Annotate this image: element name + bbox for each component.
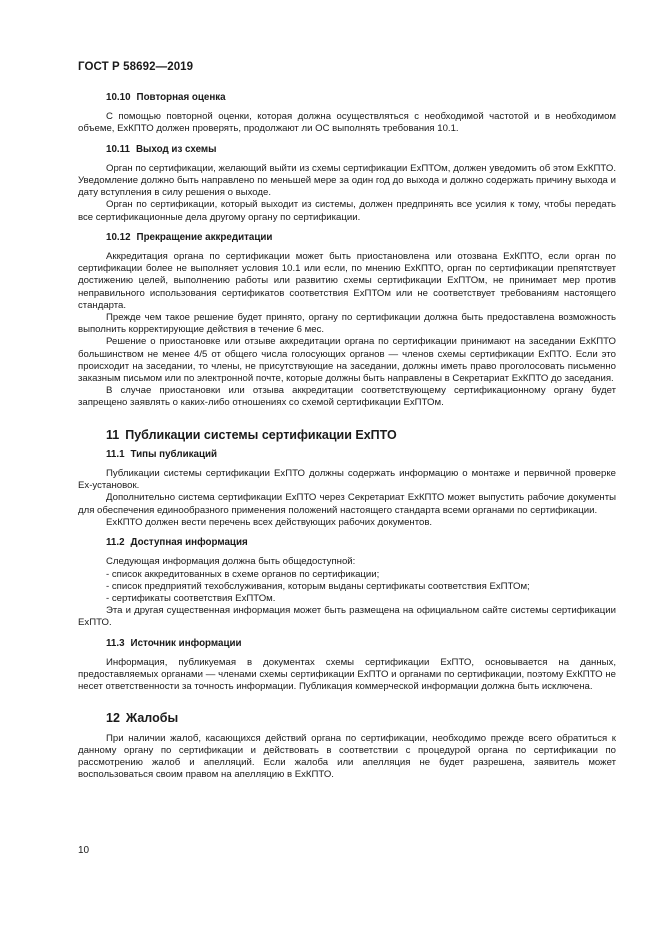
paragraph: В случае приостановки или отзыва аккредитации соответствующему сертификационному органу будет запрещено заявлять о каких-либо отношениях со схемой сертификации ЕхПТОм. bbox=[78, 385, 616, 409]
paragraph: При наличии жалоб, касающихся действий органа по сертификации, необходимо прежде всего обратиться к данному органу по сертификации и действовать в соответствии с процедурой органа по сертификации по рассмотрению жалоб и апелляций. Если жалоба или апелляция не будет разрешена, заявитель может воспользоваться своим правом на апелляцию в ЕхКПТО. bbox=[78, 732, 616, 781]
paragraph: Дополнительно система сертификации ЕхПТО через Секретариат ЕхКПТО может выпустить рабочие документы для обеспечения единообразного применения положений настоящего стандарта всеми органами по сертификации. bbox=[78, 492, 616, 516]
subsection-title: Типы публикаций bbox=[130, 448, 218, 460]
paragraph: Орган по сертификации, который выходит из системы, должен предпринять все усилия к тому, чтобы передать все сертификационные дела другому органу по сертификации. bbox=[78, 199, 616, 223]
list-item: - список аккредитованных в схеме органов по сертификации; bbox=[106, 568, 380, 580]
section-number: 12 bbox=[106, 711, 120, 726]
subsection-11-3-heading bbox=[78, 638, 616, 650]
document-body bbox=[78, 92, 616, 781]
page-number: 10 bbox=[78, 845, 90, 856]
paragraph: Орган по сертификации, желающий выйти из схемы сертификации ЕхПТОм, должен уведомить об этом ЕхКПТО. Уведомление должно быть направлено по меньшей мере за один год до выхода и должно содержать причину выхода и дату вступления в силу решения о выходе. bbox=[78, 162, 616, 199]
paragraph: ЕхКПТО должен вести перечень всех действующих рабочих документов. bbox=[106, 516, 433, 528]
paragraph: Информация, публикуемая в документах схемы сертификации ЕхПТО, основывается на данных, предоставляемых органами — членами схемы сертификации ЕхПТО и органами по сертификации, поэтому ЕхКПТО не несет ответственности за точность информации. Публикация коммерческой информации должна быть исключена. bbox=[78, 656, 616, 693]
subsection-10-11-heading bbox=[78, 144, 616, 156]
paragraph: Аккредитация органа по сертификации может быть приостановлена или отозвана ЕхКПТО, если орган по сертификации более не выполняет условия 10.1 или если, по мнению ЕхКПТО, орган по сертификации препятствует достижению целей, выполнению работы или развитию схемы сертификации ЕхПТОм, не принимает мер против неправильного использования сертификатов соответствия ЕхПТОм или не соответствует требованиям настоящего стандарта. bbox=[78, 251, 616, 311]
list-item: - список предприятий техобслуживания, которым выданы сертификаты соответствия ЕхПТОм; bbox=[106, 580, 530, 592]
subsection-11-2-heading bbox=[78, 537, 616, 549]
info-list bbox=[78, 569, 616, 606]
section-12-heading bbox=[78, 712, 616, 724]
subsection-title: Источник информации bbox=[130, 637, 242, 649]
section-title: Публикации системы сертификации ЕхПТО bbox=[125, 427, 397, 442]
paragraph: С помощью повторной оценки, которая должна осуществляться с необходимой частотой и в необходимом объеме, ЕхКПТО должен проверять, продолжают ли ОС выполнять требования 10.1. bbox=[78, 111, 616, 135]
paragraph: Эта и другая существенная информация может быть размещена на официальном сайте системы сертификации ЕхПТО. bbox=[78, 605, 616, 629]
section-title: Жалобы bbox=[125, 711, 179, 726]
subsection-title: Доступная информация bbox=[130, 537, 248, 549]
subsection-10-10-heading bbox=[78, 92, 616, 104]
paragraph: Следующая информация должна быть общедоступной: bbox=[106, 556, 356, 568]
subsection-title: Повторная оценка bbox=[136, 92, 226, 103]
subsection-title: Прекращение аккредитации bbox=[136, 231, 273, 243]
subsection-11-1-heading bbox=[78, 449, 616, 461]
subsection-number: 10.12 bbox=[106, 231, 131, 243]
subsection-10-12-heading bbox=[78, 232, 616, 244]
subsection-number: 11.3 bbox=[106, 637, 125, 649]
subsection-number: 10.11 bbox=[106, 143, 130, 155]
paragraph: Прежде чем такое решение будет принято, органу по сертификации должна быть предоставлена возможность выполнить корректирующие действия в течение 6 мес. bbox=[78, 312, 616, 336]
list-item: - сертификаты соответствия ЕхПТОм. bbox=[106, 592, 276, 604]
section-number: 11 bbox=[106, 427, 120, 442]
subsection-number: 10.10 bbox=[106, 92, 131, 103]
section-11-heading bbox=[78, 429, 616, 441]
standard-header: ГОСТ Р 58692—2019 bbox=[78, 61, 194, 73]
subsection-number: 11.1 bbox=[106, 448, 125, 460]
subsection-number: 11.2 bbox=[106, 537, 125, 549]
paragraph: Публикации системы сертификации ЕхПТО должны содержать информацию о монтаже и первичной проверке Ех-установок. bbox=[78, 468, 616, 492]
subsection-title: Выход из схемы bbox=[135, 143, 217, 155]
paragraph: Решение о приостановке или отзыве аккредитации органа по сертификации принимают на заседании ЕхКПТО большинством не менее 4/5 от общего числа голосующих органов — членов схемы сертификации ЕхПТО. Если это происходит на заседании, то члены, не присутствующие на заседании, должны иметь право проголосовать письменно заказным письмом или по электронной почте, которые должны быть направлены в Секретариат ЕхКПТО до заседания. bbox=[78, 336, 616, 385]
